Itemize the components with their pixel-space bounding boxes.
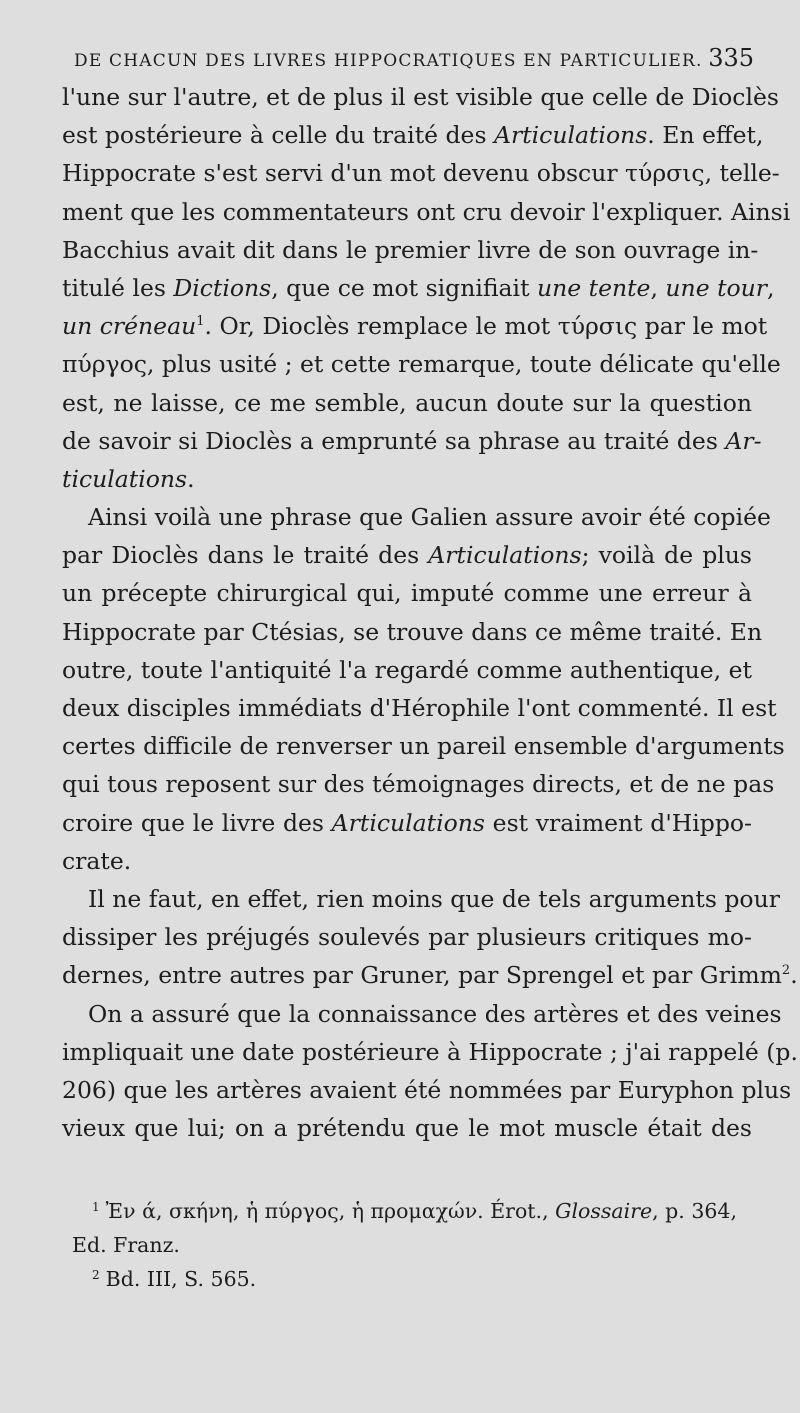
- footnote-marker: 1: [92, 1200, 100, 1214]
- text-line: [62, 765, 775, 803]
- text-run: est postérieure à celle du traité des: [62, 121, 494, 150]
- page-number: 335: [708, 44, 754, 72]
- text-run: croire que le livre des: [62, 808, 332, 837]
- body-text: [62, 78, 798, 1147]
- text-line: [62, 384, 752, 422]
- text-run: outre, toute l'antiquité l'a regardé comme authentique, et: [62, 655, 752, 684]
- text-run: Il ne faut, en effet, rien moins que de tels arguments pour: [88, 884, 780, 913]
- text-run: Ed. Franz.: [72, 1233, 180, 1257]
- text-run: , p. 364,: [652, 1199, 737, 1223]
- text-line: [62, 956, 798, 994]
- text-run: qui tous reposent sur des témoignages directs, et de ne pas: [62, 770, 775, 799]
- italic-text: Glossaire: [555, 1199, 653, 1223]
- footnotes: [72, 1194, 748, 1296]
- running-title: DE CHACUN DES LIVRES HIPPOCRATIQUES EN PARTICULIER.: [74, 51, 703, 71]
- footnote-line: [72, 1194, 748, 1228]
- text-line: [62, 918, 752, 956]
- text-run: vieux que lui; on a prétendu que le mot muscle était des: [62, 1114, 752, 1143]
- text-run: un précepte chirurgical qui, imputé comme une erreur à: [62, 579, 752, 608]
- text-line: [62, 307, 768, 345]
- text-run: Bd. III, S. 565.: [105, 1267, 257, 1291]
- text-run: par Dioclès dans le traité des: [62, 541, 429, 570]
- text-line: [62, 498, 771, 536]
- text-line: [62, 536, 752, 574]
- italic-text: Articulations: [331, 808, 485, 837]
- text-line: [62, 231, 759, 269]
- text-line: [62, 574, 752, 612]
- text-run: , que ce mot signifiait: [271, 273, 537, 302]
- text-run: titulé les: [62, 273, 174, 302]
- footnote-marker: 2: [92, 1268, 100, 1282]
- italic-text: un créneau: [62, 312, 197, 341]
- text-run: crate.: [62, 846, 132, 875]
- text-run: ment que les commentateurs ont cru devoir l'expliquer. Ainsi: [62, 197, 791, 226]
- paragraph: [62, 880, 798, 995]
- text-run: dernes, entre autres par Gruner, par Sprengel et par Grimm: [62, 961, 782, 990]
- footnote: [72, 1262, 748, 1296]
- text-line: [62, 78, 779, 116]
- paragraph: [62, 78, 791, 498]
- text-run: dissiper les préjugés soulevés par plusieurs critiques mo-: [62, 923, 752, 952]
- italic-text: une tente: [536, 273, 651, 302]
- paragraph: [62, 498, 785, 880]
- footnote-marker: 2: [781, 963, 791, 979]
- paragraph: [62, 995, 798, 1148]
- text-line: [62, 1109, 752, 1147]
- text-run: Bacchius avait dit dans le premier livre de son ouvrage in-: [62, 235, 759, 264]
- text-run: est vraiment d'Hippo-: [484, 808, 752, 837]
- text-line: [62, 269, 775, 307]
- italic-text: Articulations: [494, 121, 648, 150]
- text-line: [62, 995, 782, 1033]
- text-line: [62, 460, 752, 498]
- text-run: On a assuré que la connaissance des artères et des veines: [88, 999, 782, 1028]
- text-line: [62, 842, 752, 880]
- text-run: Ainsi voilà une phrase que Galien assure avoir été copiée: [88, 503, 771, 532]
- text-line: [62, 727, 785, 765]
- text-run: l'une sur l'autre, et de plus il est visible que celle de Dioclès: [62, 83, 779, 111]
- text-run: ; voilà de plus: [581, 541, 752, 570]
- text-run: certes difficile de renverser un pareil ensemble d'arguments: [62, 732, 785, 761]
- text-run: Ἐν ά, σκήνη, ἡ πύργος, ἡ προμαχών. Érot.,: [105, 1199, 556, 1223]
- text-run: ,: [767, 273, 775, 302]
- text-run: impliquait une date postérieure à Hippocrate ; j'ai rappelé (p.: [62, 1037, 798, 1066]
- text-line: [62, 1033, 798, 1071]
- text-run: πύργος, plus usité ; et cette remarque, toute délicate qu'elle: [62, 350, 781, 379]
- text-run: .: [790, 961, 798, 990]
- footnote-line: [72, 1228, 748, 1262]
- text-line: [62, 804, 752, 842]
- italic-text: ticulations: [62, 464, 188, 493]
- text-line: [62, 422, 762, 460]
- text-line: [62, 651, 752, 689]
- text-run: ,: [650, 273, 666, 302]
- footnote-line: [72, 1262, 748, 1296]
- text-run: Hippocrate par Ctésias, se trouve dans ce même traité. En: [62, 617, 763, 646]
- text-line: [62, 613, 763, 651]
- text-run: . En effet,: [647, 121, 764, 150]
- running-head: [74, 44, 754, 72]
- text-run: . Or, Dioclès remplace le mot τύρσις par le mot: [204, 312, 768, 341]
- italic-text: une tour: [665, 273, 768, 302]
- text-line: [62, 193, 791, 231]
- text-run: deux disciples immédiats d'Hérophile l'ont commenté. Il est: [62, 694, 777, 722]
- footnote: [72, 1194, 748, 1262]
- italic-text: Ar-: [725, 426, 762, 455]
- text-line: [62, 689, 777, 727]
- text-run: est, ne laisse, ce me semble, aucun doute sur la question: [62, 388, 752, 417]
- text-run: 206) que les artères avaient été nommées par Euryphon plus: [62, 1075, 792, 1104]
- text-line: [62, 154, 780, 192]
- text-run: de savoir si Dioclès a emprunté sa phrase au traité des: [62, 426, 726, 455]
- text-line: [62, 345, 781, 383]
- footnote-marker: 1: [196, 314, 205, 330]
- italic-text: Dictions: [173, 273, 272, 302]
- text-line: [62, 1071, 792, 1109]
- text-run: Hippocrate s'est servi d'un mot devenu obscur τύρσις, telle-: [62, 159, 780, 188]
- text-line: [62, 116, 764, 154]
- italic-text: Articulations: [428, 541, 582, 570]
- text-line: [62, 880, 780, 918]
- text-run: .: [187, 464, 195, 493]
